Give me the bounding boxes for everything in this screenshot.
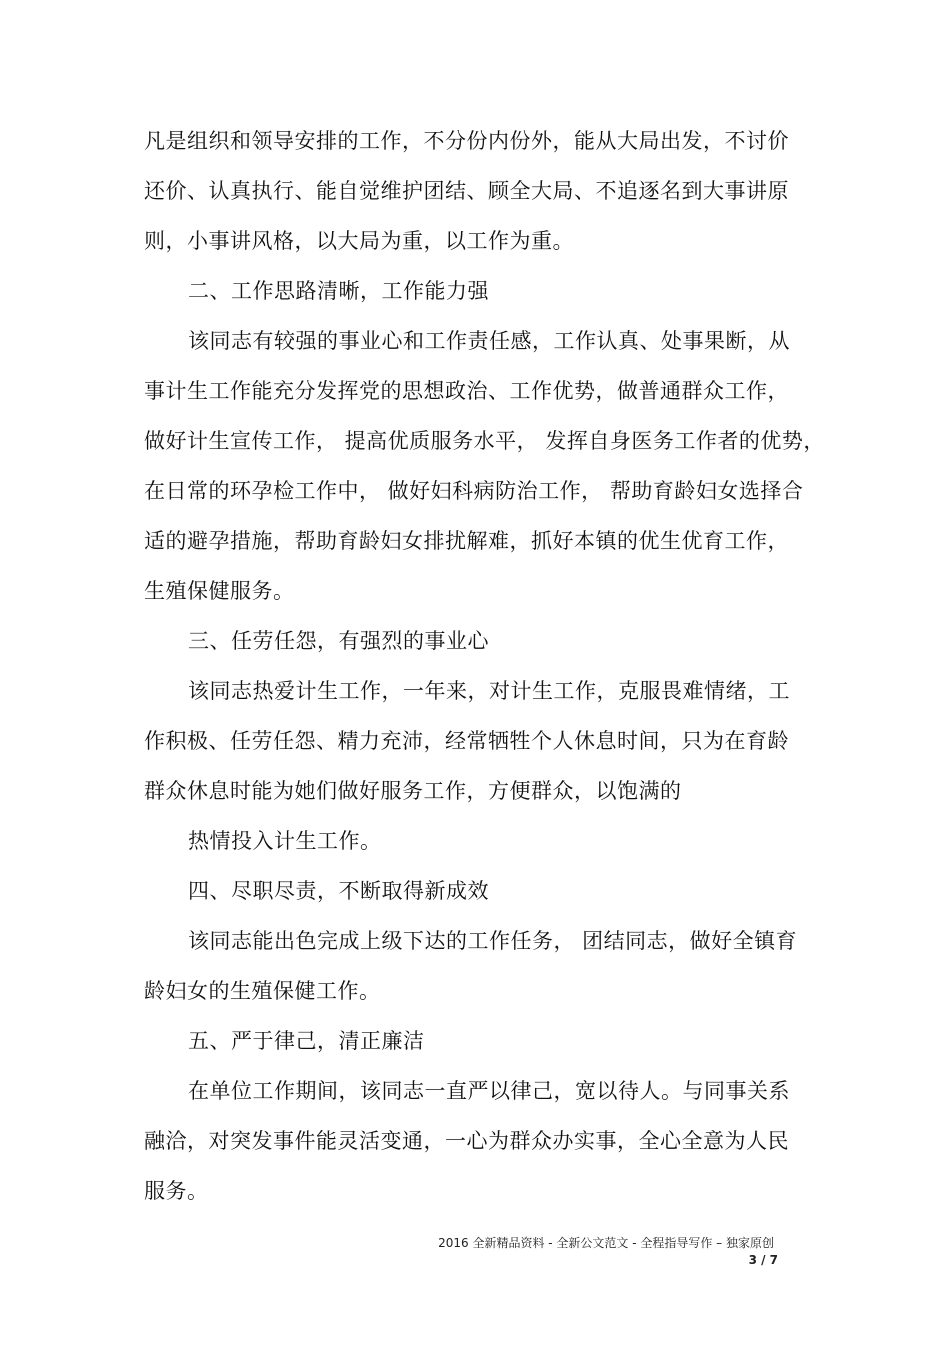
body-line-1: 凡是组织和领导安排的工作，不分份内份外，能从大局出发，不讨价: [144, 129, 789, 153]
body-line-8: 在日常的环孕检工作中， 做好妇科病防治工作， 帮助育龄妇女选择合: [144, 479, 804, 503]
body-line-22: 服务。: [144, 1179, 209, 1203]
body-line-10: 生殖保健服务。: [144, 579, 295, 603]
section-heading-4: 四、尽职尽责，不断取得新成效: [188, 879, 489, 903]
body-line-5: 该同志有较强的事业心和工作责任感，工作认真、处事果断，从: [188, 329, 790, 353]
body-line-2: 还价、认真执行、能自觉维护团结、顾全大局、不追逐名到大事讲原: [144, 179, 789, 203]
body-line-14: 群众休息时能为她们做好服务工作，方便群众，以饱满的: [144, 779, 682, 803]
footer-text: 2016 全新精品资料 - 全新公文范文 - 全程指导写作 – 独家原创: [438, 1236, 774, 1250]
section-heading-5: 五、严于律己，清正廉洁: [188, 1029, 425, 1053]
body-line-7: 做好计生宣传工作， 提高优质服务水平， 发挥自身医务工作者的优势，: [144, 429, 825, 453]
body-line-13: 作积极、任劳任怨、精力充沛，经常牺牲个人休息时间，只为在育龄: [144, 729, 789, 753]
body-line-15: 热情投入计生工作。: [188, 829, 382, 853]
body-line-21: 融洽，对突发事件能灵活变通，一心为群众办实事，全心全意为人民: [144, 1129, 789, 1153]
body-line-20: 在单位工作期间，该同志一直严以律己，宽以待人。与同事关系: [188, 1079, 790, 1103]
body-line-18: 龄妇女的生殖保健工作。: [144, 979, 381, 1003]
body-line-17: 该同志能出色完成上级下达的工作任务， 团结同志，做好全镇育: [188, 929, 798, 953]
body-line-9: 适的避孕措施，帮助育龄妇女排扰解难，抓好本镇的优生优育工作，: [144, 529, 789, 553]
section-heading-3: 三、任劳任怨，有强烈的事业心: [188, 629, 489, 653]
body-line-3: 则，小事讲风格，以大局为重，以工作为重。: [144, 229, 574, 253]
page-number: 3 / 7: [748, 1253, 778, 1267]
section-heading-2: 二、工作思路清晰，工作能力强: [188, 279, 489, 303]
body-line-6: 事计生工作能充分发挥党的思想政治、工作优势，做普通群众工作，: [144, 379, 789, 403]
body-line-12: 该同志热爱计生工作，一年来，对计生工作，克服畏难情绪，工: [188, 679, 790, 703]
